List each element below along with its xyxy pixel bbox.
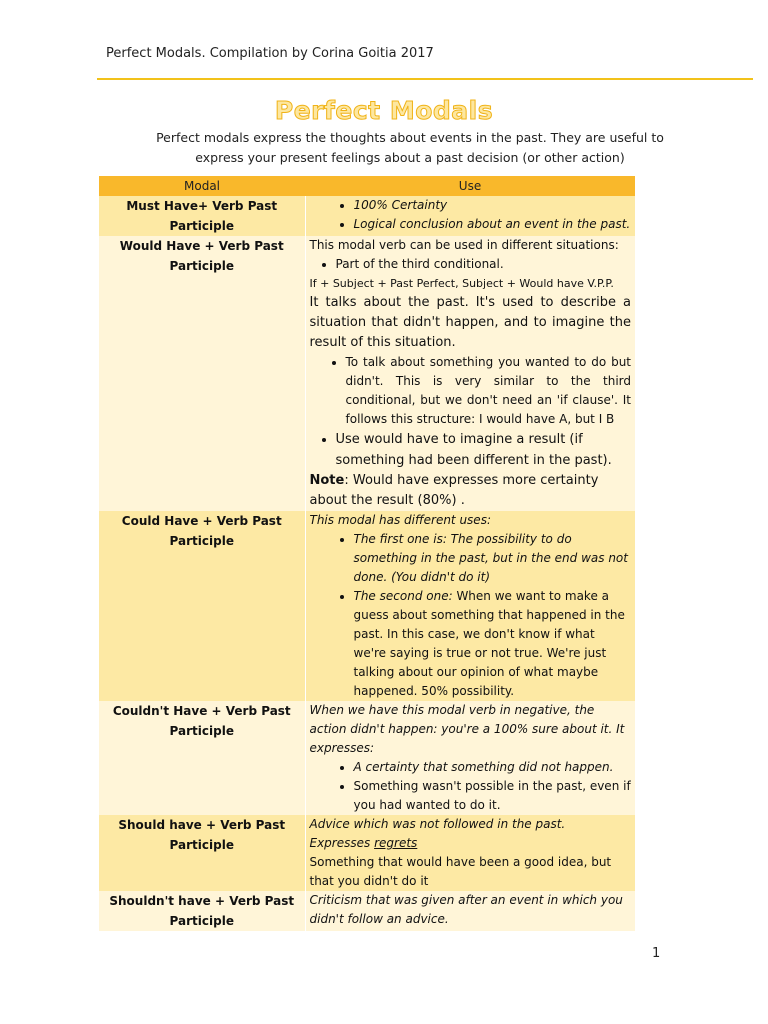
modal-cell: Could Have + Verb Past Participle (99, 511, 305, 701)
table-row (99, 701, 635, 815)
list-item (354, 587, 632, 701)
paragraph: Criticism that was given after an event in which you didn't follow an advice. (309, 893, 623, 926)
table-row (99, 236, 635, 511)
list-item-text: When we want to make a guess about something that happened in the past. In this case, we don't know if what we're saying is true or not true. We're just talking about our opinion of what maybe happened. 50% possibility. (353, 589, 625, 698)
use-cell (305, 701, 635, 815)
paragraph: It talks about the past. It's used to describe a situation that didn't happen, and to imagine the result of this situation. (309, 295, 631, 350)
note-paragraph (310, 471, 632, 511)
paragraph: Advice which was not followed in the past. (309, 817, 566, 831)
note-text: : Would have expresses more certainty about the result (80%) . (309, 473, 599, 508)
list-item: • A certainty that something did not happen. (354, 758, 632, 777)
paragraph (310, 834, 632, 853)
page-number: 1 (652, 946, 661, 961)
paragraph: Something that would have been a good idea, but that you didn't do it (309, 855, 612, 888)
list-item: • Use would have to imagine a result (if something had been different in the past). (336, 429, 632, 471)
page-header: Perfect Modals. Compilation by Corina Goitia 2017 (106, 46, 434, 61)
column-header-modal: Modal (99, 176, 305, 196)
list-item: • To talk about something you wanted to do but didn't. This is very similar to the third conditional, but we don't need an 'if clause'. It follows this structure: I would have A, but I B (346, 353, 632, 429)
underlined-word: regrets (374, 836, 418, 850)
note-label: Note (309, 473, 345, 488)
list-item: • Logical conclusion about an event in the past. (354, 215, 632, 234)
page-title: Perfect Modals (274, 96, 494, 125)
use-cell (305, 236, 635, 511)
paragraph: When we have this modal verb in negative, the action didn't happen: you're a 100% sure about it. It expresses: (309, 703, 625, 755)
table-header-row (99, 176, 635, 196)
modal-cell: Must Have+ Verb Past Participle (99, 196, 305, 236)
modal-cell: Should have + Verb Past Participle (99, 815, 305, 891)
use-cell (305, 815, 635, 891)
list-item: • Something wasn't possible in the past, even if you had wanted to do it. (354, 777, 632, 815)
list-item-lead: The second one: (353, 589, 453, 603)
header-divider (97, 78, 753, 80)
modal-cell: Would Have + Verb Past Participle (99, 236, 305, 511)
modal-cell: Shouldn't have + Verb Past Participle (99, 891, 305, 931)
list-item: • Part of the third conditional. (336, 255, 632, 274)
list-item: • 100% Certainty (354, 196, 632, 215)
modals-table (99, 176, 635, 931)
formula: If + Subject + Past Perfect, Subject + Would have V.P.P. (309, 277, 614, 290)
table-row (99, 511, 635, 701)
paragraph: This modal has different uses: (309, 513, 491, 527)
paragraph: This modal verb can be used in different situations: (309, 238, 619, 252)
list-item: • The first one is: The possibility to do something in the past, but in the end was not done. (You didn't do it) (354, 530, 632, 587)
use-cell (305, 196, 635, 236)
table-row (99, 891, 635, 931)
modal-cell: Couldn't Have + Verb Past Participle (99, 701, 305, 815)
intro-paragraph: Perfect modals express the thoughts about events in the past. They are useful to express your present feelings about a past decision (or other action) (156, 130, 664, 165)
use-cell (305, 511, 635, 701)
column-header-use: Use (305, 176, 635, 196)
table-row (99, 196, 635, 236)
use-cell (305, 891, 635, 931)
text-lead: Expresses (309, 836, 375, 850)
table-row (99, 815, 635, 891)
